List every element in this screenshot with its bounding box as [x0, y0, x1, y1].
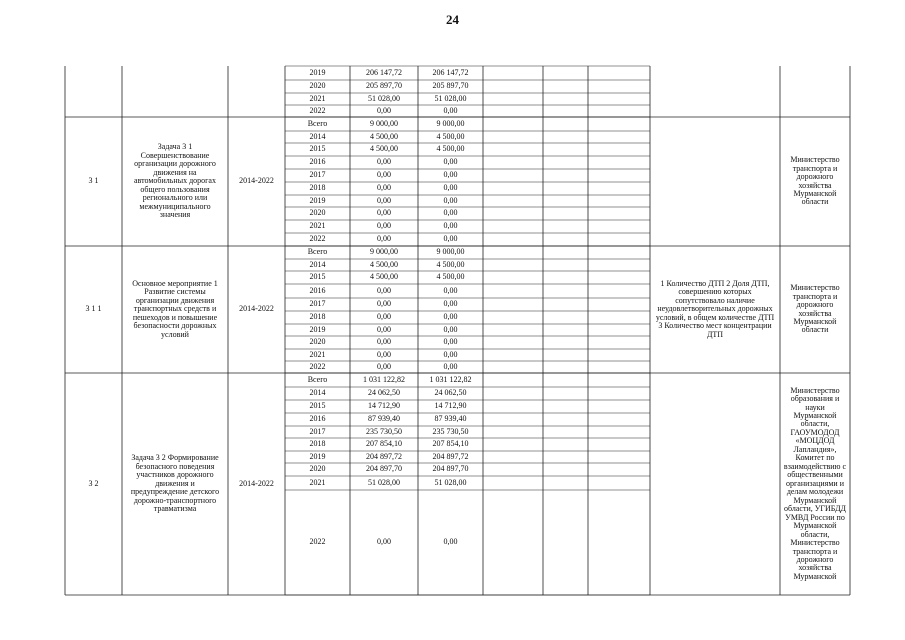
year-cell: 2020 [309, 208, 326, 218]
budget-cell: 204 897,70 [432, 464, 469, 474]
total-cell: 0,00 [377, 195, 391, 205]
budget-cell: 24 062,50 [434, 388, 467, 398]
executor-cell: Министерство образования и науки Мурманской области, ГАОУМОДОД «МОЦДОД Лапландия», Комитет по взаимодействию с общественными организациями и делам молодежи Мурманской области, УГИБДД УМВД России по Мурманской области, Министерство транспорта и дорожного хозяйства Мурманской [783, 385, 847, 581]
executor-cell: Министерство транспорта и дорожного хозяйства Мурманской области [790, 283, 840, 335]
section-number: 3 1 1 [85, 304, 102, 314]
total-cell: 0,00 [377, 105, 391, 115]
year-cell: 2021 [309, 93, 326, 103]
budget-cell: 0,00 [443, 537, 458, 547]
year-cell: Всего [307, 374, 328, 384]
budget-cell: 1 031 122,82 [429, 374, 472, 384]
budget-cell: 51 028,00 [434, 93, 467, 103]
total-cell: 4 500,00 [370, 272, 398, 282]
total-cell: 204 897,70 [366, 464, 402, 474]
total-cell: 0,00 [377, 183, 391, 193]
page-number: 24 [446, 12, 459, 27]
year-cell: 2017 [309, 170, 326, 180]
budget-cell: 0,00 [443, 324, 458, 334]
year-cell: 2014 [309, 259, 326, 269]
budget-cell: 4 500,00 [436, 259, 465, 269]
total-cell: 0,00 [377, 285, 391, 295]
executor-cell: Министерство транспорта и дорожного хозяйства Мурманской области [790, 155, 840, 207]
total-cell: 14 712,90 [368, 401, 400, 411]
budget-cell: 0,00 [443, 170, 458, 180]
budget-cell: 205 897,70 [432, 81, 469, 91]
year-cell: 2019 [309, 451, 326, 461]
budget-cell: 207 854,10 [432, 439, 469, 449]
total-cell: 0,00 [377, 324, 391, 334]
total-cell: 0,00 [377, 337, 391, 347]
total-cell: 51 028,00 [368, 93, 400, 103]
budget-cell: 0,00 [443, 105, 458, 115]
indicators-cell: 1 Количество ДТП 2 Доля ДТП, совершению которых сопутствовало наличие неудовлетворительных дорожных условий, в общем количестве ДТП 3 Количество мест концентрации ДТП [655, 278, 775, 339]
year-cell: Всего [307, 247, 328, 257]
total-cell: 0,00 [377, 349, 391, 359]
budget-cell: 0,00 [443, 361, 458, 371]
budget-cell: 4 500,00 [436, 144, 465, 154]
section-period: 2014-2022 [239, 478, 274, 488]
total-cell: 0,00 [377, 537, 391, 547]
total-cell: 4 500,00 [370, 259, 398, 269]
budget-cell: 0,00 [443, 337, 458, 347]
total-cell: 0,00 [377, 170, 391, 180]
year-cell: 2015 [309, 144, 326, 154]
year-cell: 2016 [309, 157, 326, 167]
total-cell: 0,00 [377, 361, 391, 371]
year-cell: 2019 [309, 195, 326, 205]
total-cell: 0,00 [377, 157, 391, 167]
year-cell: 2019 [309, 324, 326, 334]
total-cell: 206 147,72 [366, 67, 402, 77]
section-number: 3 2 [88, 478, 99, 488]
total-cell: 0,00 [377, 208, 391, 218]
year-cell: 2022 [309, 234, 326, 244]
year-cell: 2017 [309, 299, 326, 309]
total-cell: 0,00 [377, 299, 391, 309]
year-cell: 2016 [309, 285, 326, 295]
year-cell: 2021 [309, 349, 326, 359]
budget-cell: 235 730,50 [432, 426, 469, 436]
year-cell: 2021 [309, 477, 326, 487]
budget-cell: 0,00 [443, 299, 458, 309]
budget-cell: 0,00 [443, 183, 458, 193]
budget-cell: 9 000,00 [436, 247, 465, 257]
year-cell: 2019 [309, 67, 326, 77]
total-cell: 87 939,40 [368, 414, 400, 424]
section-period: 2014-2022 [239, 304, 274, 314]
year-cell: 2015 [309, 401, 326, 411]
total-cell: 9 000,00 [370, 247, 398, 257]
total-cell: 24 062,50 [368, 388, 400, 398]
year-cell: 2020 [309, 81, 326, 91]
budget-cell: 0,00 [443, 234, 458, 244]
budget-cell: 204 897,72 [432, 451, 469, 461]
year-cell: 2014 [309, 131, 326, 141]
budget-cell: 4 500,00 [436, 131, 465, 141]
budget-cell: 9 000,00 [436, 118, 465, 128]
budget-cell: 14 712,90 [434, 401, 467, 411]
year-cell: 2022 [309, 361, 326, 371]
budget-cell: 206 147,72 [432, 67, 469, 77]
total-cell: 4 500,00 [370, 144, 398, 154]
year-cell: 2020 [309, 337, 326, 347]
year-cell: 2014 [309, 388, 326, 398]
year-cell: 2022 [309, 105, 326, 115]
budget-cell: 4 500,00 [436, 272, 465, 282]
budget-cell: 0,00 [443, 349, 458, 359]
budget-cell: 87 939,40 [434, 414, 467, 424]
budget-cell: 51 028,00 [434, 477, 467, 487]
section-period: 2014-2022 [239, 176, 274, 186]
section-name: Задача 3 1 Совершенствование организации дорожного движения на автомобильных дорогах общего пользования регионального или межмуниципального значения [134, 142, 216, 220]
budget-cell: 0,00 [443, 208, 458, 218]
year-cell: 2016 [309, 414, 326, 424]
year-cell: 2018 [309, 312, 326, 322]
total-cell: 9 000,00 [370, 118, 398, 128]
budget-cell: 0,00 [443, 195, 458, 205]
budget-cell: 0,00 [443, 221, 458, 231]
budget-cell: 0,00 [443, 312, 458, 322]
year-cell: Всего [307, 118, 328, 128]
budget-cell: 0,00 [443, 285, 458, 295]
year-cell: 2021 [309, 221, 326, 231]
total-cell: 0,00 [377, 221, 391, 231]
year-cell: 2015 [309, 272, 326, 282]
year-cell: 2022 [309, 537, 326, 547]
total-cell: 51 028,00 [368, 477, 400, 487]
year-cell: 2017 [309, 426, 326, 436]
year-cell: 2020 [309, 464, 326, 474]
year-cell: 2018 [309, 183, 326, 193]
total-cell: 205 897,70 [366, 81, 402, 91]
year-cell: 2018 [309, 439, 326, 449]
budget-cell: 0,00 [443, 157, 458, 167]
section-number: 3 1 [88, 176, 99, 186]
total-cell: 4 500,00 [370, 131, 398, 141]
total-cell: 207 854,10 [366, 439, 402, 449]
total-cell: 1 031 122,82 [363, 374, 405, 384]
section-name: Задача 3 2 Формирование безопасного поведения участников дорожного движения и предупреждение детского дорожно-транспортного травматизма [130, 453, 220, 514]
total-cell: 235 730,50 [366, 426, 402, 436]
section-name: Основное мероприятие 1 Развитие системы организации движения транспортных средств и пешеходов и повышение безопасности дорожных условий [132, 278, 218, 339]
total-cell: 0,00 [377, 234, 391, 244]
total-cell: 0,00 [377, 312, 391, 322]
total-cell: 204 897,72 [366, 451, 402, 461]
